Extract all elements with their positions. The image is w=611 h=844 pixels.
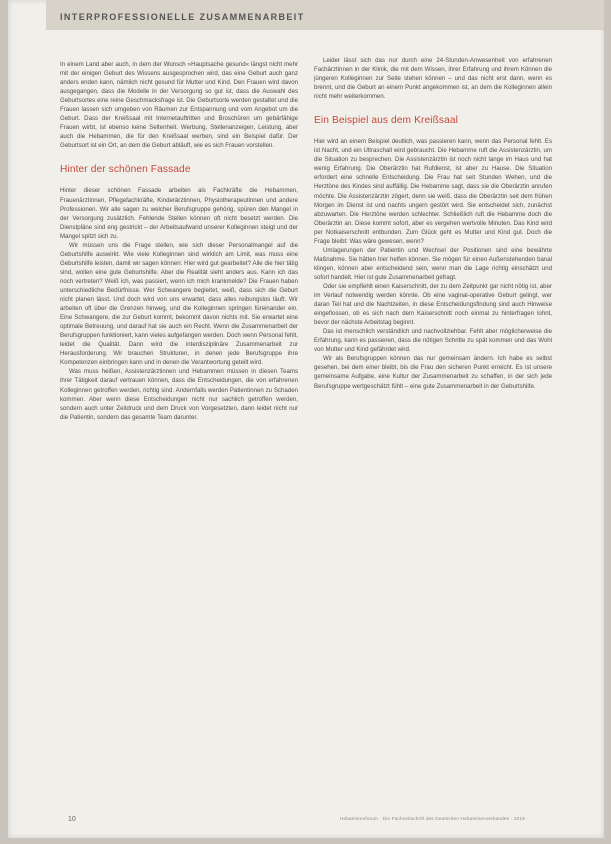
section-heading: Hinter der schönen Fassade	[60, 164, 191, 176]
paragraph: Umlagerungen der Patientin und Wechsel der Positionen sind eine bewährte Maßnahme. Sie hätten hier helfen können. Sie mögen für einen Außenstehenden banal klingen, können aber entscheidend sein, wenn man die Lage richtig einschätzt und sofort handelt. Hier ist gute Zusammenarbeit gefragt.	[314, 246, 552, 281]
section-header: INTERPROFESSIONELLE ZUSAMMENARBEIT	[60, 12, 305, 22]
paragraph: Wir als Berufsgruppen können das nur gemeinsam ändern. Ich habe es selbst gesehen, bei dem einer bleibt, bis die Frau den sicheren Punkt erreicht. Es ist unsere gemeinsame Aufgabe, eine Kultur der Zusammenarbeit zu schaffen, in der sich jede Berufsgruppe wertgeschätzt fühlt – eine gute Zusammenarbeit in der Geburtshilfe.	[314, 355, 552, 390]
paragraph: Hinter dieser schönen Fassade arbeiten als Fachkräfte die Hebammen, Frauenärztinnen, Pflegefachkräfte, Kinderärztinnen, Physiotherapeutinnen und andere Professionen. Wir alle sagen zu welcher Berufsgruppe gehörig, spüren den Mangel in der Versorgung zusätzlich. Fehlende Stellen können oft nicht besetzt werden. Die Dienstpläne sind eng gestrickt – der Arbeitsaufwand unserer Kolleginnen steigt und der Mangel spitzt sich zu.	[60, 187, 298, 240]
document-page	[8, 0, 604, 838]
section-heading: Ein Beispiel aus dem Kreißsaal	[314, 115, 458, 127]
paragraph: Das ist menschlich verständlich und nachvollziehbar. Fehlt aber möglicherweise die Erfahrung, kann es passieren, dass die nötigen Schritte zu spät kommen und das Wohl von Mutter und Kind gefährdet wird.	[314, 328, 552, 354]
paragraph: In einem Land aber auch, in dem der Wunsch »Hauptsache gesund« längst nicht mehr mit der einigen Geburt des Wissens ausgesprochen wird, das eine Geburt auch ganz anders enden kann, nämlich nicht gesund für Mutter und Kind. Den Frauen wird davon ausgegangen, dass die Modelle in der Versorgung so gut ist, dass die Auswahl des Geburtsortes eine reine Geschmacksfrage ist. Die Geburtsorte werden gestaltet und die Frauen lassen sich umgeben von Räumen zur Entspannung und vom Angebot um die Geburt. Dass der Kreißsaal mit Internetauftritten und Broschüren um gebärfähige Frauen wirbt, ist ebenso keine Seltenheit. Werbung, Stellenanzeigen, Leistung, aber auch die Hebammen, die für den Kreißsaal werben, sind ein Beispiel dafür. Der Geburtsort ist ein Ort, an dem die Geburt abläuft, wie es sich Frauen vorstellen.	[60, 61, 298, 150]
paragraph: Hier wird an einem Beispiel deutlich, was passieren kann, wenn das Personal fehlt. Es ist Nacht, und ein Ultraschall wird gebraucht. Die Hebamme ruft die Assistenzärztin, um die Situation zu besprechen. Die Assistenzärztin ist noch nicht lange im Haus und hat wenig Erfahrung. Die Oberärztin hat Rufdienst, ist aber zu Hause. Die Situation erfordert eine schnelle Entscheidung. Die Frau hat seit Stunden Wehen, und die Herztöne des Kindes sind auffällig. Die Hebamme sagt, dass sie die Oberärztin anrufen möchte. Die Assistenzärztin zögert, denn sie weiß, dass die Oberärztin seit dem frühen Morgen im Dienst ist und nachts ungern gestört wird. Sie entscheidet sich, zunächst abzuwarten. Die Herztöne werden schlechter. Schließlich ruft die Hebamme doch die Oberärztin an. Diese kommt sofort, aber es vergehen wertvolle Minuten. Das Kind wird per Notkaiserschnitt entbunden. Zum Glück geht es Mutter und Kind gut. Doch die Frage bleibt: Was wäre gewesen, wenn?	[314, 138, 552, 245]
page-number: 10	[68, 816, 76, 823]
right-column	[314, 56, 552, 391]
paragraph: Wir müssen uns die Frage stellen, wie sich dieser Personalmangel auf die Geburtshilfe auswirkt. Wie viele Kolleginnen sind wirklich am Limit, was muss eine Geburtshilfe leisten, damit wir sagen können: Hier wird gut gearbeitet? Alle die hier tätig sind, wollen eine gute Geburtshilfe. Aber die Realität sieht anders aus. Kann ich das noch vertreten? Weiß ich, was passiert, wenn ich mich krankmelde? Die Frauen haben unterschiedliche Bedürfnisse. Wer Schwangere begleitet, weiß, dass sich die Geburt nicht planen lässt. Und doch wird von uns erwartet, dass alles reibungslos läuft. Wir arbeiten oft über die Grenzen hinweg, und die Kolleginnen springen füreinander ein. Eine Schwangere, die zur Geburt kommt, bekommt davon nichts mit. Sie erwartet eine optimale Betreuung, und darauf hat sie auch ein Recht. Wenn die Zusammenarbeit der Berufsgruppen funktioniert, kann vieles aufgefangen werden. Doch wenn Personal fehlt, leidet die Qualität. Dann wird die interdisziplinäre Zusammenarbeit zur Herausforderung. Wir brauchen Strukturen, in denen jede Berufsgruppe ihre Kompetenzen einbringen kann und in denen die Verantwortung geteilt wird.	[60, 241, 298, 367]
paragraph: Oder sie empfiehlt einen Kaiserschnitt, der zu dem Zeitpunkt gar nicht nötig ist, aber im Verlauf notwendig werden könnte. Ob eine vaginal-operative Geburt gelingt, wer daran Teil hat und die Nachtzeiten, in diese Entscheidungsfindung sind auch Hinweise eingeflossen, ob es sich nach dem Kaiserschnitt noch einmal zu hinterfragen lohnt, bevor der nächste Arbeitstag beginnt.	[314, 282, 552, 327]
paragraph: Was muss heißen, Assistenzärztinnen und Hebammen müssen in diesen Teams ihrer Tätigkeit darauf vertrauen können, dass die Entscheidungen, die von erfahrenen Kolleginnen getroffen werden, richtig sind. Andernfalls werden Patientinnen zu Schaden kommen. Aber wenn diese Entscheidungen nicht nur sachlich getroffen werden, sondern auch unter Zeitdruck und dem Druck von Vorgesetzten, dann leidet nicht nur die Patientin, sondern das gesamte Team darunter.	[60, 368, 298, 421]
left-column	[60, 60, 298, 422]
paragraph: Leider lässt sich das nur durch eine 24-Stunden-Anwesenheit von erfahrenen Fachärztinnen in der Klinik, die mit dem Wissen, ihrer Erfahrung und ihrem Können die jüngeren Kolleginnen zur Seite stehen können – und das nicht erst dann, wenn es brennt, und die Geburt an einem Punkt angekommen ist, an dem die Kolleginnen allein nicht mehr weiterkommen.	[314, 57, 552, 101]
journal-footer: Hebammenforum · Die Fachzeitschrift des Deutschen Hebammenverbandes · 2019	[340, 816, 525, 821]
